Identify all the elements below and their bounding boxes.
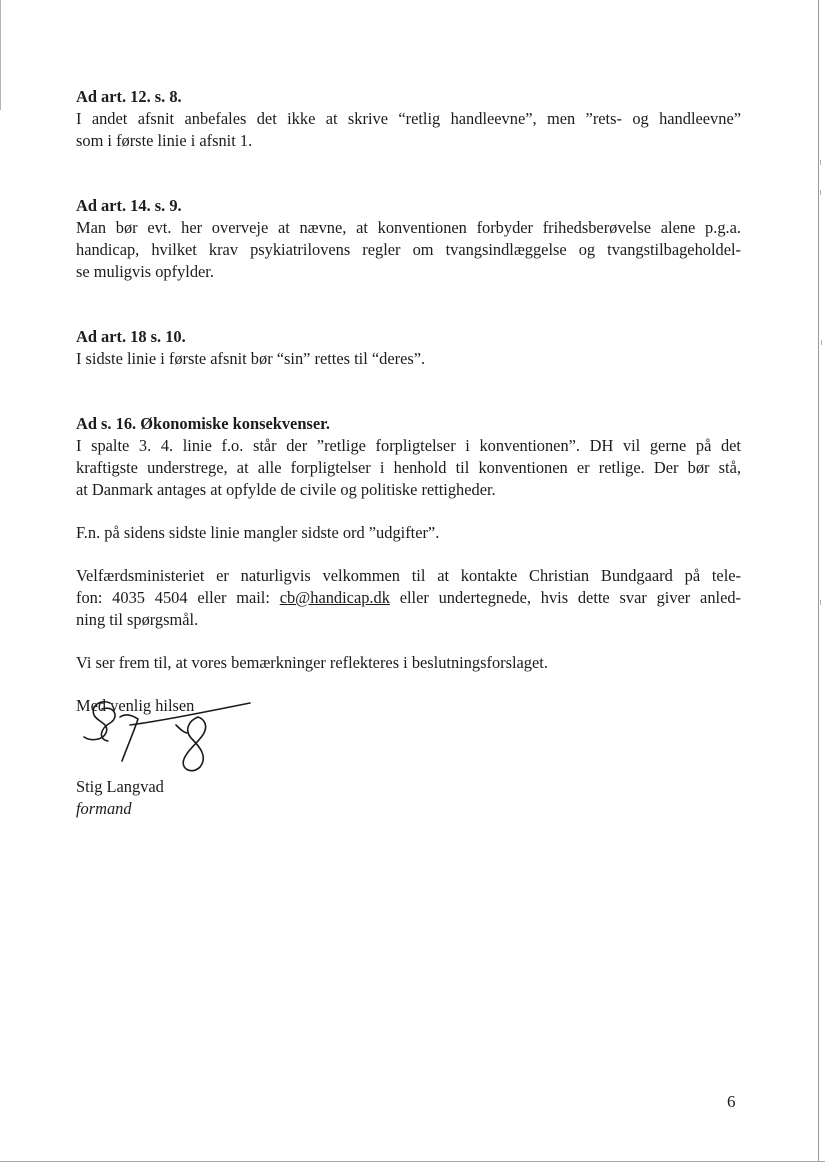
scan-speck — [820, 600, 821, 605]
text-fragment: eller undertegnede, hvis dette svar giver anled- — [389, 588, 741, 607]
section-paragraph — [76, 348, 741, 370]
fn-note: F.n. på sidens sidste linie mangler sidste ord ”udgifter”. — [76, 523, 440, 542]
email-link[interactable]: cb@handicap.dk — [279, 588, 390, 607]
text-line: I sidste linie i første afsnit bør “sin” rettes til “deres”. — [76, 349, 426, 368]
section-paragraph — [76, 435, 741, 501]
text-line: at Danmark antages at opfylde de civile og politiske rettigheder. — [76, 480, 496, 499]
letter-body — [76, 86, 741, 717]
scan-speck — [820, 160, 821, 165]
scan-speck — [821, 340, 822, 345]
text-line: ning til spørgsmål. — [76, 610, 199, 629]
section-paragraph — [76, 108, 741, 152]
section-art-12 — [76, 86, 741, 152]
text-line: I andet afsnit anbefales det ikke at skrive “retlig handleevne”, men ”rets- og handleevne” — [76, 109, 741, 128]
section-heading: Ad art. 12. s. 8. — [76, 87, 182, 106]
section-art-14 — [76, 195, 741, 283]
section-heading: Ad art. 18 s. 10. — [76, 327, 186, 346]
text-line: kraftigste understrege, at alle forpligtelser i henhold til konventionen er retlige. Der bør stå, — [76, 458, 741, 477]
section-economic-consequences — [76, 413, 741, 501]
scan-edge-bottom — [0, 1161, 825, 1162]
text-line: handicap, hvilket krav psykiatrilovens regler om tvangsindlæggelse og tvangstilbageholdel- — [76, 240, 741, 259]
signer-title: formand — [76, 799, 132, 818]
signer-name: Stig Langvad — [76, 777, 164, 796]
text-line: I spalte 3. 4. linie f.o. står der ”retlige forpligtelser i konventionen”. DH vil gerne på det — [76, 436, 741, 455]
section-heading: Ad s. 16. Økonomiske konsekvenser. — [76, 414, 330, 433]
handwritten-signature — [80, 695, 255, 775]
section-heading: Ad art. 14. s. 9. — [76, 196, 182, 215]
section-paragraph — [76, 217, 741, 283]
text-line: Velfærdsministeriet er naturligvis velkommen til at kontakte Christian Bundgaard på tele- — [76, 566, 741, 585]
text-line: se muligvis opfylder. — [76, 262, 214, 281]
section-art-18 — [76, 326, 741, 370]
text-line: som i første linie i afsnit 1. — [76, 131, 253, 150]
text-line — [76, 587, 741, 609]
scan-edge-right — [818, 0, 819, 1162]
text-fragment: fon: 4035 4504 eller mail: — [76, 588, 280, 607]
scan-speck — [820, 190, 821, 195]
scan-edge-left — [0, 0, 1, 110]
text-line: Man bør evt. her overveje at nævne, at konventionen forbyder frihedsberøvelse alene p.g.a. — [76, 218, 741, 237]
page-number: 6 — [727, 1092, 736, 1111]
contact-paragraph — [76, 565, 741, 631]
closing-greeting: Med venlig hilsen — [76, 696, 195, 715]
outlook-paragraph: Vi ser frem til, at vores bemærkninger reflekteres i beslutningsforslaget. — [76, 653, 548, 672]
